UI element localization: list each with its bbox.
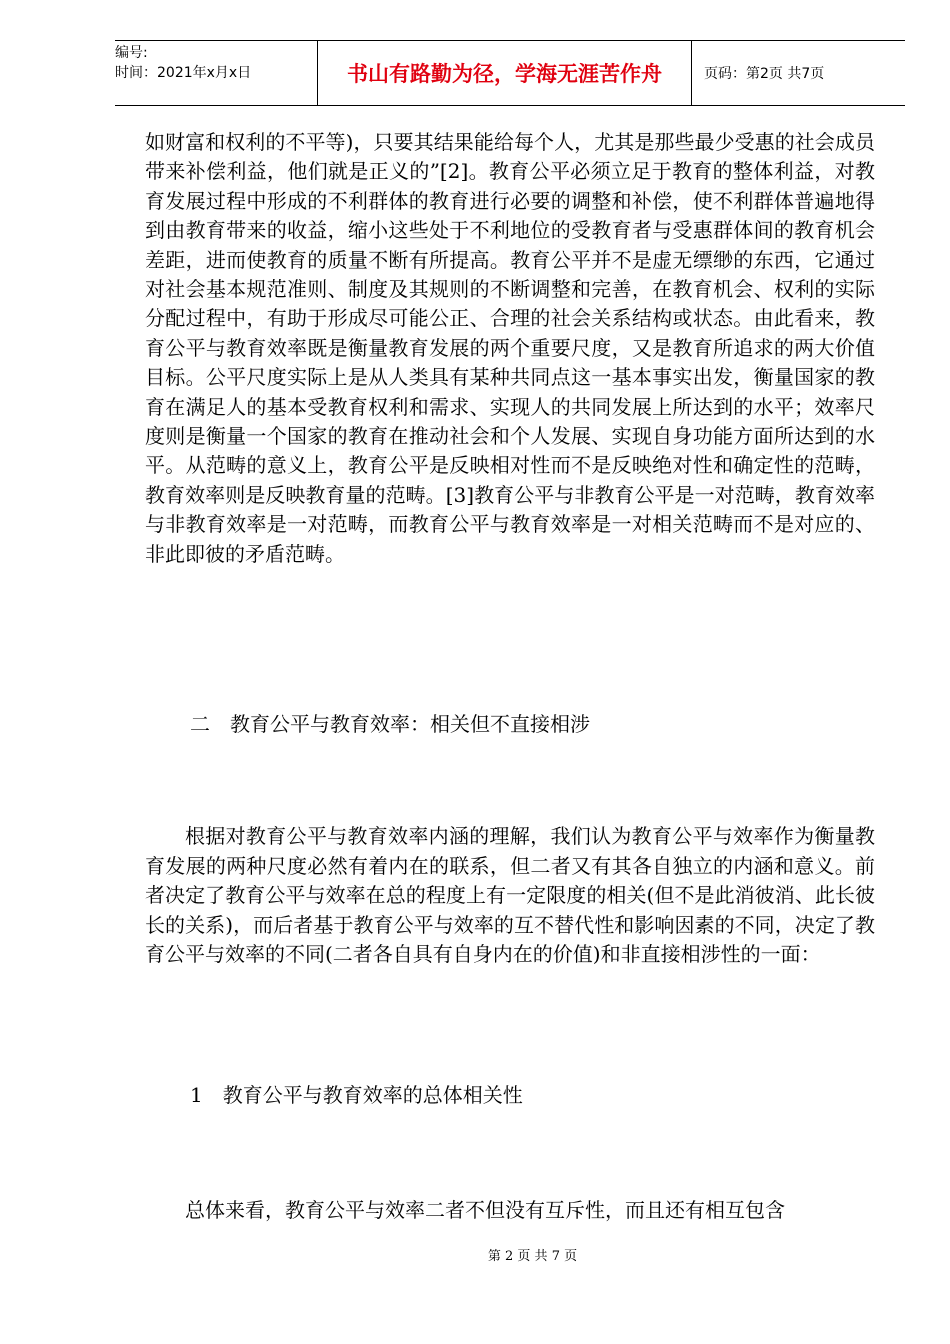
subsection-heading-1: 1 教育公平与教育效率的总体相关性 — [190, 1083, 523, 1107]
paragraph-1: 如财富和权利的不平等)，只要其结果能给每个人，尤其是那些最少受惠的社会成员带来补偿利益，他们就是正义的”[2]。教育公平必须立足于教育的整体利益，对教育发展过程中形成的不利群体的教育进行必要的调整和补偿，使不利群体普遍地得到由教育带来的收益，缩小这些处于不利地位的受教育者与受惠群体间的教育机会差距，进而使教育的质量不断有所提高。教育公平并不是虚无缥缈的东西，它通过对社会基本规范准则、制度及其规则的不断调整和完善，在教育机会、权利的实际分配过程中，有助于形成尽可能公正、合理的社会关系结构或状态。由此看来，教育公平与教育效率既是衡量教育发展的两个重要尺度，又是教育所追求的两大价值目标。公平尺度实际上是从人类具有某种共同点这一基本事实出发，衡量国家的教育在满足人的基本受教育权利和需求、实现人的共同发展上所达到的水平；效率尺度则是衡量一个国家的教育在推动社会和个人发展、实现自身功能方面所达到的水平。从范畴的意义上，教育公平是反映相对性而不是反映绝对性和确定性的范畴，教育效率则是反映教育量的范畴。[3]教育公平与非教育公平是一对范畴，教育效率与非教育效率是一对范畴，而教育公平与教育效率是一对相关范畴而不是对应的、非此即彼的矛盾范畴。 — [145, 130, 875, 566]
paragraph-2: 根据对教育公平与教育效率内涵的理解，我们认为教育公平与效率作为衡量教育发展的两种尺度必然有着内在的联系，但二者又有其各自独立的内涵和意义。前者决定了教育公平与效率在总的程度上有一定限度的相关(但不是此消彼消、此长彼长的关系)，而后者基于教育公平与效率的互不替代性和影响因素的不同，决定了教育公平与效率的不同(二者各自具有自身内在的价值)和非直接相涉性的一面： — [145, 824, 875, 967]
serial-label: 编号: — [115, 45, 148, 61]
section-heading-2: 二 教育公平与教育效率：相关但不直接相涉 — [190, 712, 590, 736]
header-page-number: 页码：第2页 共7页 — [704, 66, 825, 82]
page-header — [115, 40, 905, 106]
document-body — [145, 128, 875, 569]
header-meta — [115, 41, 317, 105]
footer-page-number: 第 2 页 共 7 页 — [487, 1249, 578, 1264]
header-motto: 书山有路勤为径，学海无涯苦作舟 — [317, 41, 692, 105]
paragraph-3: 总体来看，教育公平与效率二者不但没有互斥性，而且还有相互包含 — [185, 1198, 785, 1222]
page-footer — [0, 1245, 950, 1264]
time-label: 时间：2021年x月x日 — [115, 65, 252, 81]
